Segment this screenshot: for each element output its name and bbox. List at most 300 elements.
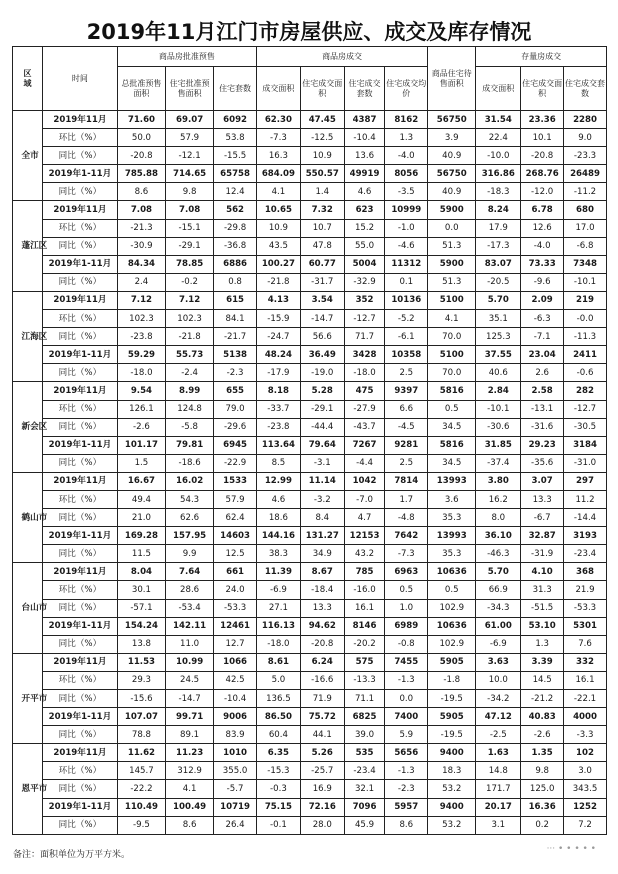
value-cell: -6.3 bbox=[521, 310, 564, 328]
value-cell: -57.1 bbox=[117, 599, 165, 617]
value-cell: 14.5 bbox=[521, 671, 564, 689]
value-cell: 7455 bbox=[385, 653, 428, 671]
value-cell: 18.6 bbox=[256, 509, 300, 527]
header-col: 住宅成交面积 bbox=[300, 67, 344, 111]
table-row bbox=[13, 798, 607, 816]
value-cell: 16.67 bbox=[117, 472, 165, 490]
header-col: 住宅成交套数 bbox=[564, 67, 607, 111]
value-cell: -34.2 bbox=[476, 690, 521, 708]
value-cell: 16.3 bbox=[256, 147, 300, 165]
value-cell: -2.3 bbox=[214, 364, 257, 382]
value-cell: -2.3 bbox=[385, 780, 428, 798]
value-cell: 6825 bbox=[344, 708, 385, 726]
value-cell: -44.4 bbox=[300, 418, 344, 436]
value-cell: -53.3 bbox=[564, 599, 607, 617]
value-cell: 24.0 bbox=[214, 581, 257, 599]
value-cell: -46.3 bbox=[476, 545, 521, 563]
value-cell: -20.8 bbox=[300, 635, 344, 653]
value-cell: 9281 bbox=[385, 436, 428, 454]
value-cell: -1.3 bbox=[385, 671, 428, 689]
value-cell: 8.4 bbox=[300, 509, 344, 527]
value-cell: 107.07 bbox=[117, 708, 165, 726]
value-cell: -12.5 bbox=[300, 129, 344, 147]
value-cell: 5900 bbox=[428, 255, 476, 273]
value-cell: 655 bbox=[214, 382, 257, 400]
value-cell: 116.13 bbox=[256, 617, 300, 635]
table-body bbox=[13, 111, 607, 835]
value-cell: 5.9 bbox=[385, 726, 428, 744]
value-cell: 79.0 bbox=[214, 400, 257, 418]
table-row bbox=[13, 671, 607, 689]
value-cell: 10636 bbox=[428, 563, 476, 581]
value-cell: 10999 bbox=[385, 201, 428, 219]
value-cell: -29.1 bbox=[300, 400, 344, 418]
header-col: 成交面积 bbox=[256, 67, 300, 111]
value-cell: 9.0 bbox=[564, 129, 607, 147]
value-cell: 47.12 bbox=[476, 708, 521, 726]
table-row bbox=[13, 527, 607, 545]
period-cell: 2019年11月 bbox=[42, 201, 117, 219]
value-cell: 8.67 bbox=[300, 563, 344, 581]
value-cell: 352 bbox=[344, 291, 385, 309]
district-name: 新会区 bbox=[13, 382, 43, 472]
value-cell: 2280 bbox=[564, 111, 607, 129]
value-cell: 3.54 bbox=[300, 291, 344, 309]
value-cell: 7096 bbox=[344, 798, 385, 816]
value-cell: 154.24 bbox=[117, 617, 165, 635]
value-cell: -2.6 bbox=[117, 418, 165, 436]
value-cell: -4.4 bbox=[344, 454, 385, 472]
header-unsold-area: 商品住宅待售面积 bbox=[428, 47, 476, 111]
value-cell: 5957 bbox=[385, 798, 428, 816]
value-cell: 43.2 bbox=[344, 545, 385, 563]
period-cell: 2019年1-11月 bbox=[42, 798, 117, 816]
value-cell: 102.3 bbox=[117, 310, 165, 328]
value-cell: 32.1 bbox=[344, 780, 385, 798]
header-group-sales: 商品房成交 bbox=[256, 47, 427, 67]
value-cell: 40.9 bbox=[428, 147, 476, 165]
value-cell: -3.2 bbox=[300, 490, 344, 508]
value-cell: 142.11 bbox=[166, 617, 214, 635]
value-cell: 1.7 bbox=[385, 490, 428, 508]
value-cell: 24.5 bbox=[166, 671, 214, 689]
value-cell: 5816 bbox=[428, 382, 476, 400]
table-row bbox=[13, 599, 607, 617]
value-cell: 102.9 bbox=[428, 635, 476, 653]
value-cell: 4.7 bbox=[344, 509, 385, 527]
value-cell: 4.10 bbox=[521, 563, 564, 581]
value-cell: 7.6 bbox=[564, 635, 607, 653]
value-cell: 40.9 bbox=[428, 183, 476, 201]
value-cell: -34.3 bbox=[476, 599, 521, 617]
value-cell: -12.7 bbox=[344, 310, 385, 328]
table-row bbox=[13, 382, 607, 400]
period-cell: 同比（%） bbox=[42, 328, 117, 346]
value-cell: 10.65 bbox=[256, 201, 300, 219]
value-cell: 4.1 bbox=[428, 310, 476, 328]
value-cell: 35.1 bbox=[476, 310, 521, 328]
value-cell: 16.2 bbox=[476, 490, 521, 508]
value-cell: 1.63 bbox=[476, 744, 521, 762]
value-cell: -3.1 bbox=[300, 454, 344, 472]
value-cell: 10.1 bbox=[521, 129, 564, 147]
value-cell: 12.5 bbox=[214, 545, 257, 563]
value-cell: 282 bbox=[564, 382, 607, 400]
value-cell: 70.0 bbox=[428, 328, 476, 346]
value-cell: -29.8 bbox=[214, 219, 257, 237]
value-cell: 57.9 bbox=[214, 490, 257, 508]
value-cell: 59.29 bbox=[117, 346, 165, 364]
period-cell: 同比（%） bbox=[42, 273, 117, 291]
value-cell: 62.30 bbox=[256, 111, 300, 129]
value-cell: 2.5 bbox=[385, 364, 428, 382]
value-cell: 12.4 bbox=[214, 183, 257, 201]
value-cell: -1.0 bbox=[385, 219, 428, 237]
period-cell: 同比（%） bbox=[42, 147, 117, 165]
value-cell: -18.0 bbox=[344, 364, 385, 382]
value-cell: 145.7 bbox=[117, 762, 165, 780]
value-cell: -51.5 bbox=[521, 599, 564, 617]
table-row bbox=[13, 762, 607, 780]
table-row bbox=[13, 816, 607, 834]
value-cell: 10.9 bbox=[256, 219, 300, 237]
value-cell: -30.9 bbox=[117, 237, 165, 255]
value-cell: 7.12 bbox=[166, 291, 214, 309]
value-cell: -19.5 bbox=[428, 690, 476, 708]
table-row bbox=[13, 653, 607, 671]
value-cell: 2.09 bbox=[521, 291, 564, 309]
period-cell: 同比（%） bbox=[42, 364, 117, 382]
value-cell: -10.0 bbox=[476, 147, 521, 165]
value-cell: -4.6 bbox=[385, 237, 428, 255]
value-cell: -7.3 bbox=[256, 129, 300, 147]
value-cell: 102 bbox=[564, 744, 607, 762]
value-cell: 73.33 bbox=[521, 255, 564, 273]
value-cell: 50.0 bbox=[117, 129, 165, 147]
header-col: 住宅套数 bbox=[214, 67, 257, 111]
value-cell: -12.0 bbox=[521, 183, 564, 201]
period-cell: 环比（%） bbox=[42, 581, 117, 599]
value-cell: 54.3 bbox=[166, 490, 214, 508]
value-cell: 7.08 bbox=[166, 201, 214, 219]
value-cell: 219 bbox=[564, 291, 607, 309]
value-cell: 101.17 bbox=[117, 436, 165, 454]
value-cell: -0.3 bbox=[256, 780, 300, 798]
value-cell: -10.1 bbox=[476, 400, 521, 418]
value-cell: -21.8 bbox=[166, 328, 214, 346]
value-cell: 12.7 bbox=[214, 635, 257, 653]
period-cell: 同比（%） bbox=[42, 690, 117, 708]
value-cell: -22.1 bbox=[564, 690, 607, 708]
value-cell: 26489 bbox=[564, 165, 607, 183]
value-cell: -23.8 bbox=[117, 328, 165, 346]
value-cell: 714.65 bbox=[166, 165, 214, 183]
value-cell: -31.9 bbox=[521, 545, 564, 563]
period-cell: 同比（%） bbox=[42, 726, 117, 744]
value-cell: 14.8 bbox=[476, 762, 521, 780]
value-cell: 36.49 bbox=[300, 346, 344, 364]
value-cell: 3184 bbox=[564, 436, 607, 454]
value-cell: -20.8 bbox=[117, 147, 165, 165]
value-cell: 125.0 bbox=[521, 780, 564, 798]
value-cell: 9.8 bbox=[521, 762, 564, 780]
value-cell: 7.64 bbox=[166, 563, 214, 581]
value-cell: 13.8 bbox=[117, 635, 165, 653]
value-cell: 5138 bbox=[214, 346, 257, 364]
value-cell: 39.0 bbox=[344, 726, 385, 744]
value-cell: 1533 bbox=[214, 472, 257, 490]
value-cell: -0.0 bbox=[564, 310, 607, 328]
value-cell: -23.4 bbox=[564, 545, 607, 563]
table-row bbox=[13, 165, 607, 183]
value-cell: 16.02 bbox=[166, 472, 214, 490]
value-cell: -0.1 bbox=[256, 816, 300, 834]
period-cell: 2019年1-11月 bbox=[42, 708, 117, 726]
value-cell: -11.3 bbox=[564, 328, 607, 346]
header-col: 成交面积 bbox=[476, 67, 521, 111]
value-cell: 4387 bbox=[344, 111, 385, 129]
value-cell: 3428 bbox=[344, 346, 385, 364]
value-cell: -31.7 bbox=[300, 273, 344, 291]
table-row bbox=[13, 273, 607, 291]
value-cell: 12461 bbox=[214, 617, 257, 635]
value-cell: -3.5 bbox=[385, 183, 428, 201]
value-cell: 131.27 bbox=[300, 527, 344, 545]
value-cell: 12.99 bbox=[256, 472, 300, 490]
value-cell: -15.5 bbox=[214, 147, 257, 165]
value-cell: -10.4 bbox=[214, 690, 257, 708]
value-cell: -17.9 bbox=[256, 364, 300, 382]
value-cell: 11.14 bbox=[300, 472, 344, 490]
value-cell: 7.32 bbox=[300, 201, 344, 219]
value-cell: 61.00 bbox=[476, 617, 521, 635]
period-cell: 同比（%） bbox=[42, 237, 117, 255]
value-cell: 11.62 bbox=[117, 744, 165, 762]
value-cell: 16.1 bbox=[564, 671, 607, 689]
period-cell: 2019年11月 bbox=[42, 472, 117, 490]
header-group-presale: 商品房批准预售 bbox=[117, 47, 256, 67]
table-row bbox=[13, 454, 607, 472]
table-row bbox=[13, 255, 607, 273]
period-cell: 环比（%） bbox=[42, 490, 117, 508]
value-cell: 45.9 bbox=[344, 816, 385, 834]
value-cell: -20.2 bbox=[344, 635, 385, 653]
value-cell: 79.81 bbox=[166, 436, 214, 454]
value-cell: 78.8 bbox=[117, 726, 165, 744]
value-cell: 3.0 bbox=[564, 762, 607, 780]
value-cell: 661 bbox=[214, 563, 257, 581]
value-cell: 144.16 bbox=[256, 527, 300, 545]
value-cell: 0.2 bbox=[521, 816, 564, 834]
value-cell: 55.73 bbox=[166, 346, 214, 364]
value-cell: 332 bbox=[564, 653, 607, 671]
value-cell: 71.60 bbox=[117, 111, 165, 129]
footnote: 备注：面积单位为万平方米。 bbox=[13, 850, 131, 860]
table-row bbox=[13, 201, 607, 219]
value-cell: 5816 bbox=[428, 436, 476, 454]
value-cell: 1.4 bbox=[300, 183, 344, 201]
value-cell: 75.15 bbox=[256, 798, 300, 816]
value-cell: 4.6 bbox=[344, 183, 385, 201]
value-cell: 34.5 bbox=[428, 418, 476, 436]
value-cell: 28.0 bbox=[300, 816, 344, 834]
value-cell: 102.3 bbox=[166, 310, 214, 328]
value-cell: 28.6 bbox=[166, 581, 214, 599]
value-cell: -18.4 bbox=[300, 581, 344, 599]
value-cell: 15.2 bbox=[344, 219, 385, 237]
value-cell: 13.6 bbox=[344, 147, 385, 165]
value-cell: 2.84 bbox=[476, 382, 521, 400]
table-row bbox=[13, 635, 607, 653]
value-cell: -10.4 bbox=[344, 129, 385, 147]
value-cell: 9.9 bbox=[166, 545, 214, 563]
period-cell: 环比（%） bbox=[42, 400, 117, 418]
value-cell: -4.0 bbox=[521, 237, 564, 255]
value-cell: 9006 bbox=[214, 708, 257, 726]
value-cell: -1.3 bbox=[385, 762, 428, 780]
value-cell: 18.3 bbox=[428, 762, 476, 780]
value-cell: 169.28 bbox=[117, 527, 165, 545]
table-row bbox=[13, 744, 607, 762]
value-cell: -30.6 bbox=[476, 418, 521, 436]
value-cell: 8.04 bbox=[117, 563, 165, 581]
value-cell: 5.70 bbox=[476, 291, 521, 309]
value-cell: 7400 bbox=[385, 708, 428, 726]
value-cell: 66.9 bbox=[476, 581, 521, 599]
value-cell: 11.23 bbox=[166, 744, 214, 762]
value-cell: 31.54 bbox=[476, 111, 521, 129]
district-name: 开平市 bbox=[13, 653, 43, 743]
period-cell: 同比（%） bbox=[42, 780, 117, 798]
header-col: 总批准预售面积 bbox=[117, 67, 165, 111]
value-cell: -20.5 bbox=[476, 273, 521, 291]
value-cell: 1042 bbox=[344, 472, 385, 490]
value-cell: 26.4 bbox=[214, 816, 257, 834]
value-cell: -35.6 bbox=[521, 454, 564, 472]
value-cell: 6945 bbox=[214, 436, 257, 454]
value-cell: 32.87 bbox=[521, 527, 564, 545]
district-name: 全市 bbox=[13, 111, 43, 201]
value-cell: 5900 bbox=[428, 201, 476, 219]
value-cell: 8.5 bbox=[256, 454, 300, 472]
value-cell: 84.1 bbox=[214, 310, 257, 328]
value-cell: -20.8 bbox=[521, 147, 564, 165]
value-cell: 21.9 bbox=[564, 581, 607, 599]
value-cell: -1.8 bbox=[428, 671, 476, 689]
value-cell: 12.6 bbox=[521, 219, 564, 237]
value-cell: 48.24 bbox=[256, 346, 300, 364]
value-cell: -18.0 bbox=[256, 635, 300, 653]
period-cell: 2019年1-11月 bbox=[42, 346, 117, 364]
value-cell: 12153 bbox=[344, 527, 385, 545]
value-cell: -6.1 bbox=[385, 328, 428, 346]
value-cell: 124.8 bbox=[166, 400, 214, 418]
value-cell: 1.3 bbox=[521, 635, 564, 653]
value-cell: 35.3 bbox=[428, 509, 476, 527]
value-cell: 5.70 bbox=[476, 563, 521, 581]
value-cell: 99.71 bbox=[166, 708, 214, 726]
period-cell: 环比（%） bbox=[42, 219, 117, 237]
value-cell: 1.3 bbox=[385, 129, 428, 147]
period-cell: 环比（%） bbox=[42, 671, 117, 689]
value-cell: 8146 bbox=[344, 617, 385, 635]
table-row bbox=[13, 400, 607, 418]
value-cell: 8.6 bbox=[166, 816, 214, 834]
value-cell: 13.3 bbox=[521, 490, 564, 508]
value-cell: 8.61 bbox=[256, 653, 300, 671]
value-cell: 84.34 bbox=[117, 255, 165, 273]
value-cell: 65758 bbox=[214, 165, 257, 183]
value-cell: 0.8 bbox=[214, 273, 257, 291]
value-cell: 8.99 bbox=[166, 382, 214, 400]
period-cell: 环比（%） bbox=[42, 129, 117, 147]
value-cell: -3.3 bbox=[564, 726, 607, 744]
value-cell: 5656 bbox=[385, 744, 428, 762]
period-cell: 2019年11月 bbox=[42, 744, 117, 762]
value-cell: 10636 bbox=[428, 617, 476, 635]
value-cell: 8056 bbox=[385, 165, 428, 183]
value-cell: 56.6 bbox=[300, 328, 344, 346]
value-cell: -21.7 bbox=[214, 328, 257, 346]
value-cell: 55.0 bbox=[344, 237, 385, 255]
value-cell: 6886 bbox=[214, 255, 257, 273]
value-cell: -17.3 bbox=[476, 237, 521, 255]
value-cell: 343.5 bbox=[564, 780, 607, 798]
value-cell: 8.6 bbox=[117, 183, 165, 201]
header-group-resale: 存量房成交 bbox=[476, 47, 607, 67]
table-row bbox=[13, 291, 607, 309]
period-cell: 2019年1-11月 bbox=[42, 436, 117, 454]
value-cell: -30.5 bbox=[564, 418, 607, 436]
value-cell: 62.4 bbox=[214, 509, 257, 527]
value-cell: 13993 bbox=[428, 472, 476, 490]
table-row bbox=[13, 219, 607, 237]
value-cell: 35.3 bbox=[428, 545, 476, 563]
housing-table bbox=[12, 46, 607, 835]
value-cell: 3.1 bbox=[476, 816, 521, 834]
value-cell: -12.7 bbox=[564, 400, 607, 418]
value-cell: -25.7 bbox=[300, 762, 344, 780]
table-row bbox=[13, 328, 607, 346]
value-cell: 1252 bbox=[564, 798, 607, 816]
value-cell: -4.5 bbox=[385, 418, 428, 436]
value-cell: -2.6 bbox=[521, 726, 564, 744]
value-cell: 5.0 bbox=[256, 671, 300, 689]
value-cell: 7267 bbox=[344, 436, 385, 454]
value-cell: 44.1 bbox=[300, 726, 344, 744]
value-cell: 2.5 bbox=[385, 454, 428, 472]
table-row bbox=[13, 726, 607, 744]
period-cell: 同比（%） bbox=[42, 183, 117, 201]
header-col: 住宅成交面积 bbox=[521, 67, 564, 111]
value-cell: 4.13 bbox=[256, 291, 300, 309]
value-cell: 316.86 bbox=[476, 165, 521, 183]
value-cell: 7.12 bbox=[117, 291, 165, 309]
value-cell: -23.8 bbox=[256, 418, 300, 436]
value-cell: -21.3 bbox=[117, 219, 165, 237]
period-cell: 2019年11月 bbox=[42, 111, 117, 129]
period-cell: 2019年1-11月 bbox=[42, 617, 117, 635]
header-district: 区域 bbox=[13, 47, 43, 111]
value-cell: -27.9 bbox=[344, 400, 385, 418]
value-cell: 5.28 bbox=[300, 382, 344, 400]
value-cell: 1.35 bbox=[521, 744, 564, 762]
value-cell: 83.9 bbox=[214, 726, 257, 744]
value-cell: 94.62 bbox=[300, 617, 344, 635]
value-cell: 29.23 bbox=[521, 436, 564, 454]
value-cell: 40.6 bbox=[476, 364, 521, 382]
value-cell: 8.24 bbox=[476, 201, 521, 219]
